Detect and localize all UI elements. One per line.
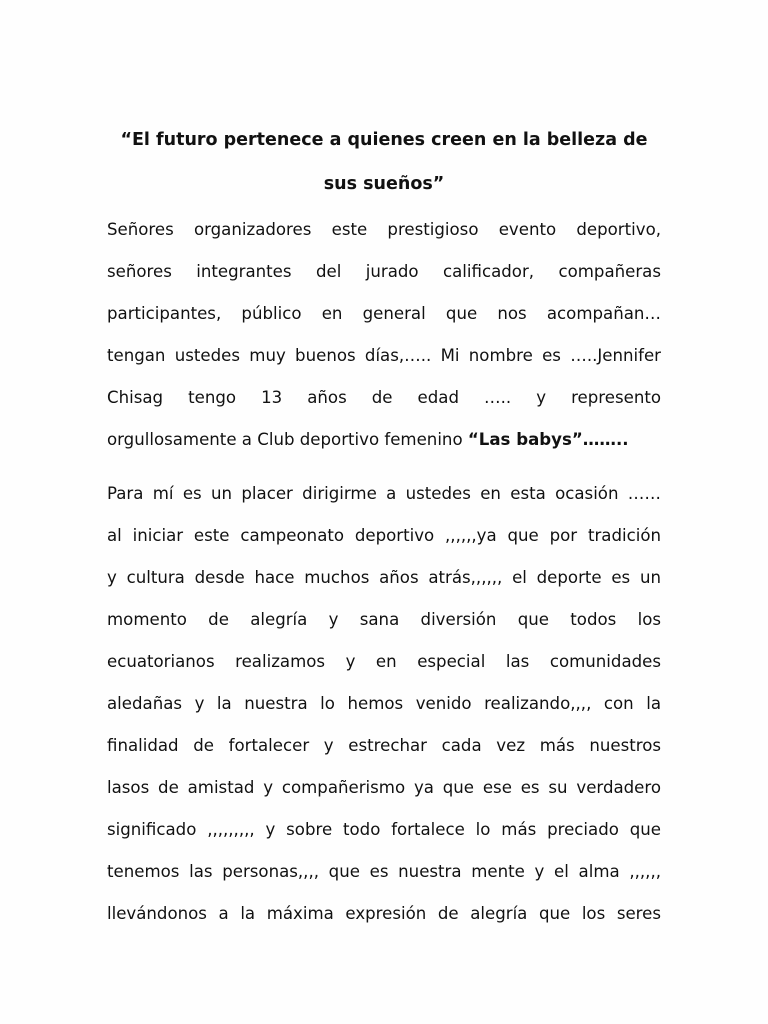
text-line bbox=[107, 419, 661, 461]
text-line: lasos de amistad y compañerismo ya que ese es su verdadero bbox=[107, 778, 661, 797]
text-line: tenemos las personas,,,, que es nuestra mente y el alma ,,,,,, bbox=[107, 862, 661, 881]
club-name: “Las babys”…….. bbox=[467, 430, 629, 449]
paragraph-speech-body bbox=[107, 473, 661, 935]
paragraph-greeting bbox=[107, 209, 661, 461]
text-line: y cultura desde hace muchos años atrás,,,,,, el deporte es un bbox=[107, 568, 661, 587]
text-line: momento de alegría y sana diversión que todos los bbox=[107, 610, 661, 629]
document-title bbox=[97, 118, 671, 206]
text-line: participantes, público en general que nos acompañan… bbox=[107, 304, 661, 323]
title-line-2: sus sueños” bbox=[323, 174, 445, 194]
text-line: llevándonos a la máxima expresión de alegría que los seres bbox=[107, 904, 661, 923]
text-line: Señores organizadores este prestigioso evento deportivo, bbox=[107, 220, 661, 239]
text-line: tengan ustedes muy buenos días,….. Mi nombre es …..Jennifer bbox=[107, 346, 661, 365]
text-line: ecuatorianos realizamos y en especial las comunidades bbox=[107, 652, 661, 671]
text-line: significado ,,,,,,,,, y sobre todo fortalece lo más preciado que bbox=[107, 820, 661, 839]
text-line: finalidad de fortalecer y estrechar cada vez más nuestros bbox=[107, 736, 661, 755]
text-line: Para mí es un placer dirigirme a ustedes en esta ocasión …… bbox=[107, 484, 661, 503]
text-line: señores integrantes del jurado calificador, compañeras bbox=[107, 262, 661, 281]
text-line: aledañas y la nuestra lo hemos venido realizando,,,, con la bbox=[107, 694, 661, 713]
title-line-1: “El futuro pertenece a quienes creen en la belleza de bbox=[120, 130, 648, 150]
text-line: Chisag tengo 13 años de edad ….. y represento bbox=[107, 388, 661, 407]
text-line: al iniciar este campeonato deportivo ,,,,,,ya que por tradición bbox=[107, 526, 661, 545]
club-intro-text: orgullosamente a Club deportivo femenino bbox=[107, 430, 468, 449]
